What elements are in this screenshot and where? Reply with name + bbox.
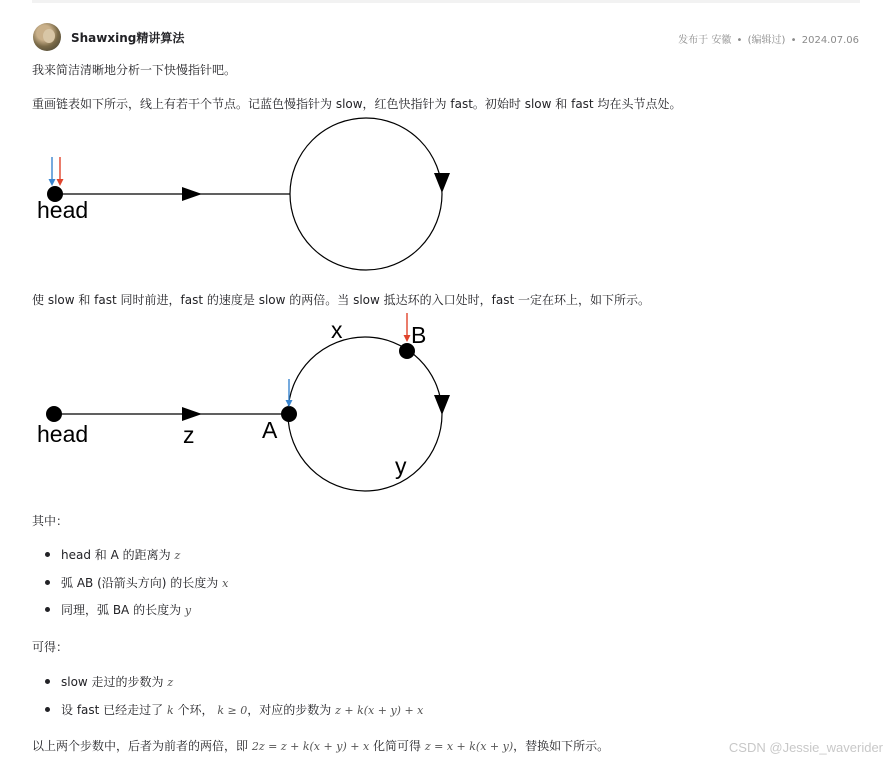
head-node <box>46 406 62 422</box>
meta-edited: (编辑过) <box>747 35 786 46</box>
paragraph-intro: 我来简洁清晰地分析一下快慢指针吧。 <box>32 63 237 77</box>
top-divider <box>32 0 860 3</box>
paragraph-where: 其中： <box>32 514 69 528</box>
diagram-initial <box>0 110 889 275</box>
label-head: head <box>37 421 89 447</box>
node-A <box>281 406 297 422</box>
list-item: 同理，弧 BA 的长度为 y <box>45 601 191 618</box>
label-B: B <box>411 322 427 348</box>
list-item: slow 走过的步数为 z <box>45 673 173 690</box>
label-head: head <box>37 197 89 223</box>
label-y: y <box>395 453 407 479</box>
meta-published: 发布于 安徽 <box>678 35 732 46</box>
paragraph-redraw: 重画链表如下所示，线上有若干个节点。记蓝色慢指针为 slow，红色快指针为 fast。初始时 slow 和 fast 均在头节点处。 <box>32 97 682 111</box>
post-meta <box>677 31 860 46</box>
label-z: z <box>183 422 195 448</box>
meta-dot: • <box>790 35 797 46</box>
meta-date: 2024.07.06 <box>801 35 859 46</box>
author-name[interactable]: Shawxing精讲算法 <box>71 31 185 45</box>
author-avatar[interactable] <box>33 23 61 51</box>
paragraph-conclusion: 以上两个步数中，后者为前者的两倍，即 2z = z + k(x + y) + x 化简可得 z = x + k(x + y)，替换如下所示。 <box>32 739 610 753</box>
csdn-watermark: CSDN @Jessie_waverider <box>728 740 883 755</box>
label-A: A <box>262 417 278 443</box>
label-x: x <box>331 317 343 343</box>
paragraph-advance: 使 slow 和 fast 同时前进，fast 的速度是 slow 的两倍。当 slow 抵达环的入口处时，fast 一定在环上，如下所示。 <box>32 293 650 307</box>
list-item: 设 fast 已经走过了 k 个环， k ≥ 0，对应的步数为 z + k(x + y) + x <box>45 701 423 718</box>
list-item: 弧 AB (沿箭头方向) 的长度为 x <box>45 574 228 591</box>
diagram-meeting <box>0 310 889 500</box>
meta-dot: • <box>736 35 743 46</box>
paragraph-result: 可得： <box>32 640 69 654</box>
list-item: head 和 A 的距离为 z <box>45 546 180 563</box>
